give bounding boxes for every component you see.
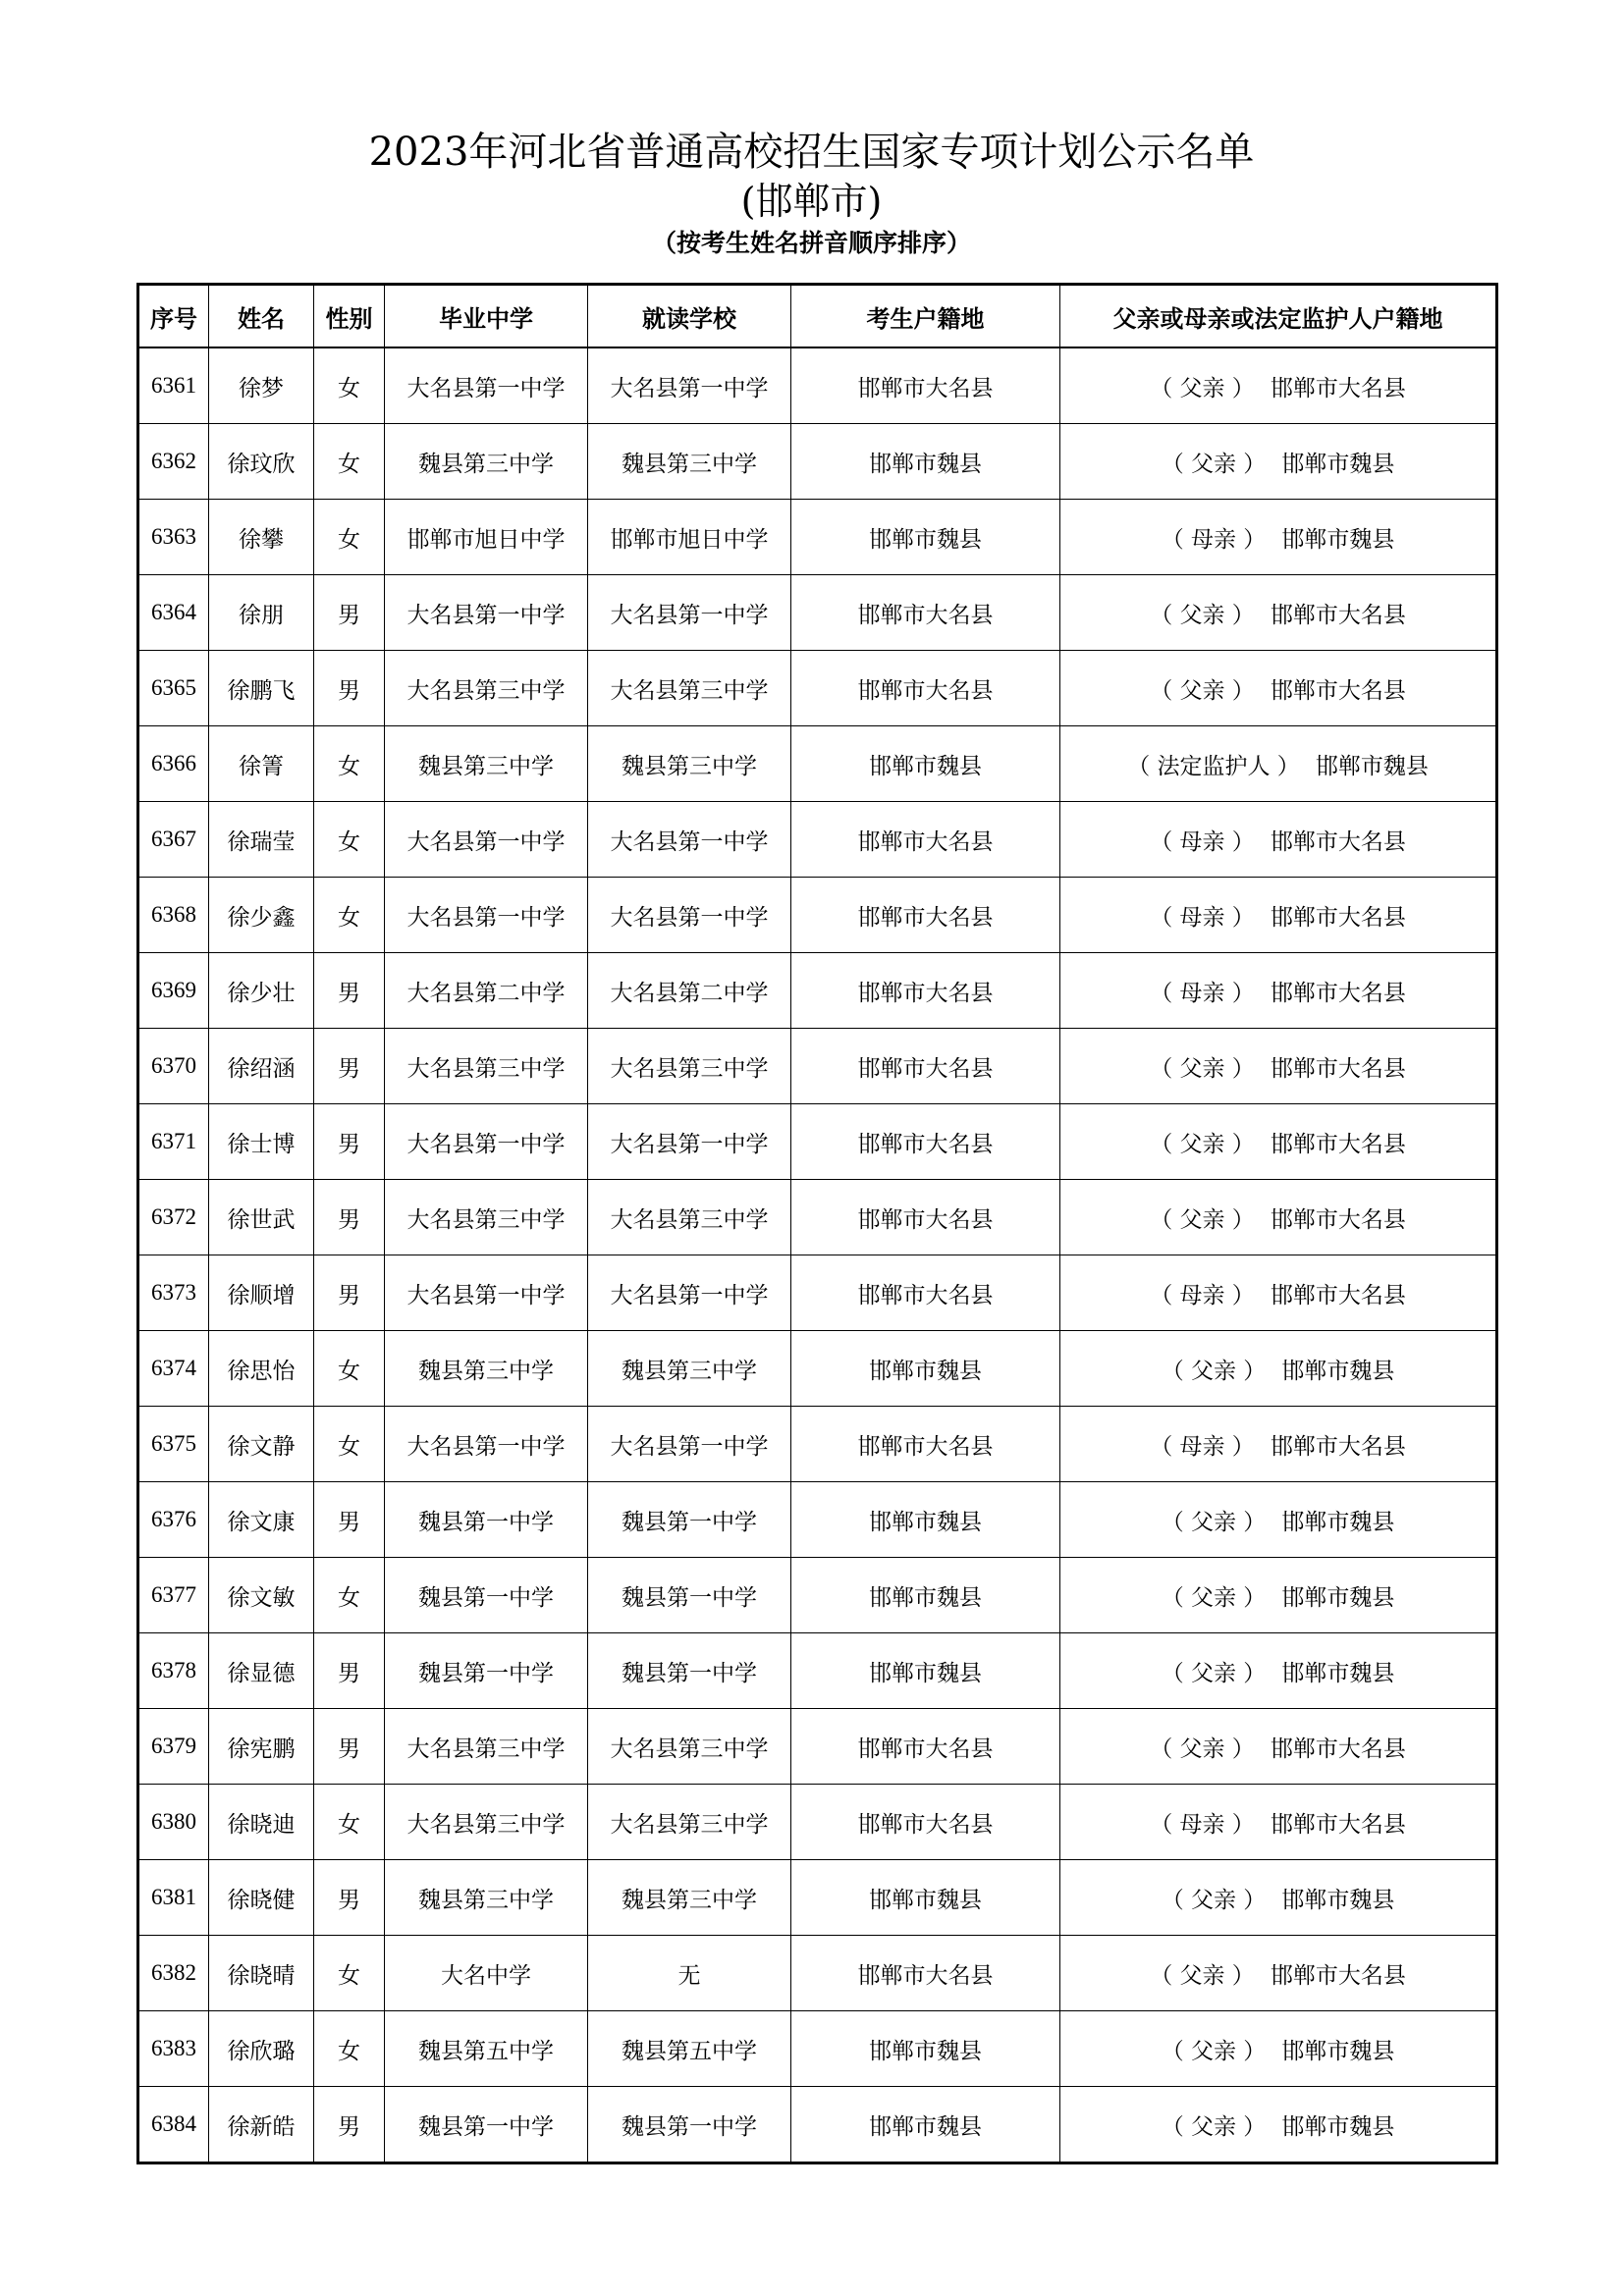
cell-student-hukou: 邯郸市大名县 (791, 347, 1060, 424)
guardian-place: 邯郸市大名县 (1270, 375, 1406, 401)
cell-no: 6383 (138, 2011, 209, 2087)
cell-name: 徐士博 (209, 1104, 314, 1180)
cell-guardian-hukou (1060, 1633, 1497, 1709)
cell-current-school: 魏县第五中学 (588, 2011, 791, 2087)
cell-student-hukou: 邯郸市魏县 (791, 2087, 1060, 2163)
cell-no: 6363 (138, 500, 209, 575)
cell-gender: 女 (314, 802, 385, 878)
cell-gender: 男 (314, 1029, 385, 1104)
cell-gender: 女 (314, 500, 385, 575)
cell-guardian-hukou (1060, 1407, 1497, 1482)
cell-current-school: 大名县第一中学 (588, 347, 791, 424)
guardian-relation: （ 父亲 ） (1150, 1735, 1255, 1762)
cell-name: 徐少壮 (209, 953, 314, 1029)
cell-current-school: 魏县第一中学 (588, 2087, 791, 2163)
cell-grad-school: 大名县第三中学 (385, 651, 588, 726)
sort-note: （按考生姓名拼音顺序排序） (651, 229, 971, 257)
table-row (138, 726, 1497, 802)
cell-current-school: 大名县第一中学 (588, 1407, 791, 1482)
guardian-relation: （ 父亲 ） (1150, 1131, 1255, 1157)
cell-current-school: 大名县第一中学 (588, 878, 791, 953)
guardian-relation: （ 父亲 ） (1150, 1206, 1255, 1233)
cell-grad-school: 大名县第一中学 (385, 347, 588, 424)
cell-name: 徐文敏 (209, 1558, 314, 1633)
header-name: 姓名 (209, 285, 314, 348)
cell-name: 徐世武 (209, 1180, 314, 1255)
cell-grad-school: 魏县第三中学 (385, 1331, 588, 1407)
table-header (138, 285, 1497, 348)
cell-guardian-hukou (1060, 1029, 1497, 1104)
table-row (138, 1331, 1497, 1407)
cell-guardian-hukou (1060, 575, 1497, 651)
table-row (138, 1104, 1497, 1180)
cell-student-hukou: 邯郸市魏县 (791, 2011, 1060, 2087)
table-row (138, 651, 1497, 726)
guardian-relation: （ 父亲 ） (1161, 1584, 1267, 1611)
cell-name: 徐晓健 (209, 1860, 314, 1936)
cell-guardian-hukou (1060, 1104, 1497, 1180)
cell-name: 徐玟欣 (209, 424, 314, 500)
cell-gender: 女 (314, 1407, 385, 1482)
guardian-place: 邯郸市魏县 (1281, 451, 1395, 477)
table-row (138, 878, 1497, 953)
cell-name: 徐攀 (209, 500, 314, 575)
header-student-hukou: 考生户籍地 (791, 285, 1060, 348)
cell-student-hukou: 邯郸市大名县 (791, 802, 1060, 878)
cell-gender: 男 (314, 1180, 385, 1255)
cell-grad-school: 大名县第一中学 (385, 802, 588, 878)
guardian-relation: （ 母亲 ） (1161, 526, 1267, 553)
cell-guardian-hukou (1060, 651, 1497, 726)
cell-gender: 男 (314, 651, 385, 726)
cell-current-school: 大名县第一中学 (588, 802, 791, 878)
cell-grad-school: 大名县第一中学 (385, 878, 588, 953)
guardian-place: 邯郸市大名县 (1270, 1131, 1406, 1157)
cell-name: 徐思怡 (209, 1331, 314, 1407)
cell-name: 徐宪鹏 (209, 1709, 314, 1785)
cell-no: 6369 (138, 953, 209, 1029)
cell-guardian-hukou (1060, 726, 1497, 802)
cell-name: 徐显德 (209, 1633, 314, 1709)
guardian-place: 邯郸市魏县 (1281, 1584, 1395, 1611)
cell-student-hukou: 邯郸市大名县 (791, 1104, 1060, 1180)
cell-gender: 女 (314, 1558, 385, 1633)
table-row (138, 347, 1497, 424)
cell-student-hukou: 邯郸市大名县 (791, 1029, 1060, 1104)
cell-name: 徐瑞莹 (209, 802, 314, 878)
table-row (138, 1407, 1497, 1482)
table-row (138, 2087, 1497, 2163)
guardian-place: 邯郸市魏县 (1281, 2113, 1395, 2140)
cell-no: 6362 (138, 424, 209, 500)
guardian-place: 邯郸市魏县 (1281, 1509, 1395, 1535)
cell-guardian-hukou (1060, 2087, 1497, 2163)
cell-grad-school: 大名县第一中学 (385, 1407, 588, 1482)
table-row (138, 802, 1497, 878)
guardian-relation: （ 父亲 ） (1150, 1962, 1255, 1989)
cell-gender: 男 (314, 1860, 385, 1936)
cell-current-school: 大名县第三中学 (588, 1709, 791, 1785)
guardian-relation: （ 父亲 ） (1150, 375, 1255, 401)
cell-guardian-hukou (1060, 1785, 1497, 1860)
guardian-relation: （ 父亲 ） (1150, 677, 1255, 704)
cell-grad-school: 大名县第三中学 (385, 1180, 588, 1255)
table-row (138, 500, 1497, 575)
guardian-place: 邯郸市大名县 (1270, 828, 1406, 855)
cell-gender: 男 (314, 1255, 385, 1331)
cell-grad-school: 魏县第一中学 (385, 1482, 588, 1558)
cell-current-school: 魏县第一中学 (588, 1558, 791, 1633)
document-subtitle: (邯郸市) (740, 180, 883, 223)
cell-current-school: 魏县第三中学 (588, 424, 791, 500)
cell-no: 6366 (138, 726, 209, 802)
cell-name: 徐绍涵 (209, 1029, 314, 1104)
cell-student-hukou: 邯郸市大名县 (791, 1407, 1060, 1482)
cell-gender: 男 (314, 1709, 385, 1785)
cell-student-hukou: 邯郸市魏县 (791, 1558, 1060, 1633)
roster-table (136, 283, 1498, 2164)
cell-guardian-hukou (1060, 878, 1497, 953)
cell-grad-school: 魏县第三中学 (385, 1860, 588, 1936)
guardian-relation: （ 法定监护人 ） (1127, 753, 1300, 779)
table-row (138, 2011, 1497, 2087)
guardian-relation: （ 母亲 ） (1150, 980, 1255, 1006)
table-row (138, 1482, 1497, 1558)
cell-current-school: 大名县第三中学 (588, 1180, 791, 1255)
cell-no: 6370 (138, 1029, 209, 1104)
cell-current-school: 魏县第三中学 (588, 726, 791, 802)
cell-guardian-hukou (1060, 347, 1497, 424)
cell-grad-school: 邯郸市旭日中学 (385, 500, 588, 575)
cell-current-school: 大名县第三中学 (588, 1785, 791, 1860)
table-row (138, 1180, 1497, 1255)
cell-grad-school: 魏县第三中学 (385, 424, 588, 500)
cell-gender: 女 (314, 1331, 385, 1407)
cell-grad-school: 魏县第一中学 (385, 1633, 588, 1709)
cell-student-hukou: 邯郸市魏县 (791, 424, 1060, 500)
cell-student-hukou: 邯郸市大名县 (791, 953, 1060, 1029)
cell-student-hukou: 邯郸市魏县 (791, 726, 1060, 802)
cell-gender: 女 (314, 424, 385, 500)
cell-name: 徐梦 (209, 347, 314, 424)
cell-current-school: 大名县第三中学 (588, 651, 791, 726)
cell-no: 6365 (138, 651, 209, 726)
cell-current-school: 大名县第一中学 (588, 1104, 791, 1180)
cell-name: 徐鹏飞 (209, 651, 314, 726)
guardian-place: 邯郸市大名县 (1270, 1735, 1406, 1762)
cell-student-hukou: 邯郸市大名县 (791, 1785, 1060, 1860)
guardian-place: 邯郸市魏县 (1281, 1887, 1395, 1913)
cell-gender: 男 (314, 953, 385, 1029)
guardian-relation: （ 父亲 ） (1161, 2038, 1267, 2064)
guardian-relation: （ 父亲 ） (1161, 1887, 1267, 1913)
guardian-place: 邯郸市大名县 (1270, 1055, 1406, 1082)
cell-grad-school: 魏县第一中学 (385, 2087, 588, 2163)
guardian-place: 邯郸市大名县 (1270, 1811, 1406, 1838)
guardian-place: 邯郸市魏县 (1281, 526, 1395, 553)
cell-no: 6368 (138, 878, 209, 953)
cell-current-school: 魏县第一中学 (588, 1482, 791, 1558)
header-current-school: 就读学校 (588, 285, 791, 348)
guardian-place: 邯郸市魏县 (1281, 2038, 1395, 2064)
cell-guardian-hukou (1060, 1558, 1497, 1633)
cell-student-hukou: 邯郸市魏县 (791, 1482, 1060, 1558)
cell-current-school: 大名县第二中学 (588, 953, 791, 1029)
cell-no: 6372 (138, 1180, 209, 1255)
cell-guardian-hukou (1060, 802, 1497, 878)
table-row (138, 1709, 1497, 1785)
cell-guardian-hukou (1060, 1936, 1497, 2011)
guardian-place: 邯郸市魏县 (1281, 1358, 1395, 1384)
cell-name: 徐欣璐 (209, 2011, 314, 2087)
guardian-relation: （ 父亲 ） (1150, 602, 1255, 628)
cell-name: 徐文静 (209, 1407, 314, 1482)
cell-no: 6375 (138, 1407, 209, 1482)
table-body (138, 347, 1497, 2163)
cell-no: 6379 (138, 1709, 209, 1785)
guardian-relation: （ 父亲 ） (1161, 1660, 1267, 1686)
cell-name: 徐晓迪 (209, 1785, 314, 1860)
cell-current-school: 邯郸市旭日中学 (588, 500, 791, 575)
cell-guardian-hukou (1060, 1331, 1497, 1407)
cell-no: 6364 (138, 575, 209, 651)
guardian-place: 邯郸市大名县 (1270, 1433, 1406, 1460)
cell-student-hukou: 邯郸市大名县 (791, 878, 1060, 953)
guardian-relation: （ 父亲 ） (1161, 451, 1267, 477)
cell-gender: 男 (314, 2087, 385, 2163)
cell-grad-school: 魏县第一中学 (385, 1558, 588, 1633)
cell-no: 6361 (138, 347, 209, 424)
table-row (138, 1785, 1497, 1860)
cell-student-hukou: 邯郸市魏县 (791, 500, 1060, 575)
table-row (138, 1860, 1497, 1936)
cell-student-hukou: 邯郸市魏县 (791, 1331, 1060, 1407)
table-row (138, 1255, 1497, 1331)
cell-current-school: 无 (588, 1936, 791, 2011)
guardian-place: 邯郸市魏县 (1315, 753, 1429, 779)
table-row (138, 953, 1497, 1029)
table-row (138, 575, 1497, 651)
table-row (138, 1936, 1497, 2011)
cell-student-hukou: 邯郸市大名县 (791, 1936, 1060, 2011)
cell-student-hukou: 邯郸市魏县 (791, 1633, 1060, 1709)
guardian-relation: （ 母亲 ） (1150, 904, 1255, 931)
cell-grad-school: 大名县第一中学 (385, 1104, 588, 1180)
cell-name: 徐箐 (209, 726, 314, 802)
cell-grad-school: 大名县第三中学 (385, 1709, 588, 1785)
cell-guardian-hukou (1060, 1255, 1497, 1331)
cell-student-hukou: 邯郸市大名县 (791, 651, 1060, 726)
cell-no: 6367 (138, 802, 209, 878)
guardian-relation: （ 父亲 ） (1161, 2113, 1267, 2140)
guardian-place: 邯郸市大名县 (1270, 1282, 1406, 1308)
cell-current-school: 大名县第一中学 (588, 575, 791, 651)
cell-gender: 女 (314, 878, 385, 953)
guardian-place: 邯郸市大名县 (1270, 980, 1406, 1006)
cell-no: 6378 (138, 1633, 209, 1709)
cell-gender: 女 (314, 2011, 385, 2087)
header-row (138, 285, 1497, 348)
table-row (138, 1633, 1497, 1709)
guardian-relation: （ 父亲 ） (1161, 1509, 1267, 1535)
cell-student-hukou: 邯郸市大名县 (791, 1255, 1060, 1331)
cell-current-school: 大名县第一中学 (588, 1255, 791, 1331)
cell-current-school: 魏县第一中学 (588, 1633, 791, 1709)
cell-gender: 女 (314, 726, 385, 802)
cell-name: 徐朋 (209, 575, 314, 651)
guardian-relation: （ 母亲 ） (1150, 828, 1255, 855)
cell-guardian-hukou (1060, 1860, 1497, 1936)
guardian-relation: （ 父亲 ） (1150, 1055, 1255, 1082)
header-guardian-hukou: 父亲或母亲或法定监护人户籍地 (1060, 285, 1497, 348)
cell-grad-school: 大名中学 (385, 1936, 588, 2011)
guardian-place: 邯郸市大名县 (1270, 904, 1406, 931)
cell-grad-school: 魏县第五中学 (385, 2011, 588, 2087)
guardian-relation: （ 母亲 ） (1150, 1433, 1255, 1460)
cell-no: 6374 (138, 1331, 209, 1407)
guardian-place: 邯郸市大名县 (1270, 677, 1406, 704)
header-gender: 性别 (314, 285, 385, 348)
guardian-place: 邯郸市大名县 (1270, 1206, 1406, 1233)
table-row (138, 424, 1497, 500)
cell-gender: 女 (314, 1785, 385, 1860)
cell-guardian-hukou (1060, 953, 1497, 1029)
cell-no: 6381 (138, 1860, 209, 1936)
cell-guardian-hukou (1060, 1709, 1497, 1785)
cell-no: 6376 (138, 1482, 209, 1558)
cell-no: 6377 (138, 1558, 209, 1633)
cell-name: 徐新皓 (209, 2087, 314, 2163)
table-row (138, 1029, 1497, 1104)
cell-no: 6382 (138, 1936, 209, 2011)
cell-no: 6373 (138, 1255, 209, 1331)
table-row (138, 1558, 1497, 1633)
cell-no: 6380 (138, 1785, 209, 1860)
cell-gender: 男 (314, 575, 385, 651)
guardian-relation: （ 父亲 ） (1161, 1358, 1267, 1384)
cell-name: 徐少鑫 (209, 878, 314, 953)
cell-grad-school: 魏县第三中学 (385, 726, 588, 802)
cell-guardian-hukou (1060, 424, 1497, 500)
guardian-place: 邯郸市大名县 (1270, 602, 1406, 628)
cell-gender: 男 (314, 1633, 385, 1709)
cell-student-hukou: 邯郸市魏县 (791, 1860, 1060, 1936)
cell-grad-school: 大名县第二中学 (385, 953, 588, 1029)
cell-student-hukou: 邯郸市大名县 (791, 575, 1060, 651)
cell-student-hukou: 邯郸市大名县 (791, 1709, 1060, 1785)
document-title: 2023年河北省普通高校招生国家专项计划公示名单 (368, 130, 1255, 175)
guardian-place: 邯郸市魏县 (1281, 1660, 1395, 1686)
cell-current-school: 魏县第三中学 (588, 1860, 791, 1936)
cell-gender: 男 (314, 1104, 385, 1180)
cell-guardian-hukou (1060, 2011, 1497, 2087)
guardian-relation: （ 母亲 ） (1150, 1811, 1255, 1838)
cell-no: 6371 (138, 1104, 209, 1180)
cell-guardian-hukou (1060, 1482, 1497, 1558)
cell-current-school: 大名县第三中学 (588, 1029, 791, 1104)
cell-current-school: 魏县第三中学 (588, 1331, 791, 1407)
cell-gender: 女 (314, 1936, 385, 2011)
cell-gender: 女 (314, 347, 385, 424)
cell-student-hukou: 邯郸市大名县 (791, 1180, 1060, 1255)
cell-grad-school: 大名县第三中学 (385, 1785, 588, 1860)
header-grad-school: 毕业中学 (385, 285, 588, 348)
cell-grad-school: 大名县第三中学 (385, 1029, 588, 1104)
guardian-place: 邯郸市大名县 (1270, 1962, 1406, 1989)
cell-name: 徐顺增 (209, 1255, 314, 1331)
cell-grad-school: 大名县第一中学 (385, 575, 588, 651)
cell-guardian-hukou (1060, 1180, 1497, 1255)
cell-grad-school: 大名县第一中学 (385, 1255, 588, 1331)
guardian-relation: （ 母亲 ） (1150, 1282, 1255, 1308)
cell-guardian-hukou (1060, 500, 1497, 575)
cell-name: 徐文康 (209, 1482, 314, 1558)
cell-no: 6384 (138, 2087, 209, 2163)
cell-name: 徐晓晴 (209, 1936, 314, 2011)
cell-gender: 男 (314, 1482, 385, 1558)
header-no: 序号 (138, 285, 209, 348)
